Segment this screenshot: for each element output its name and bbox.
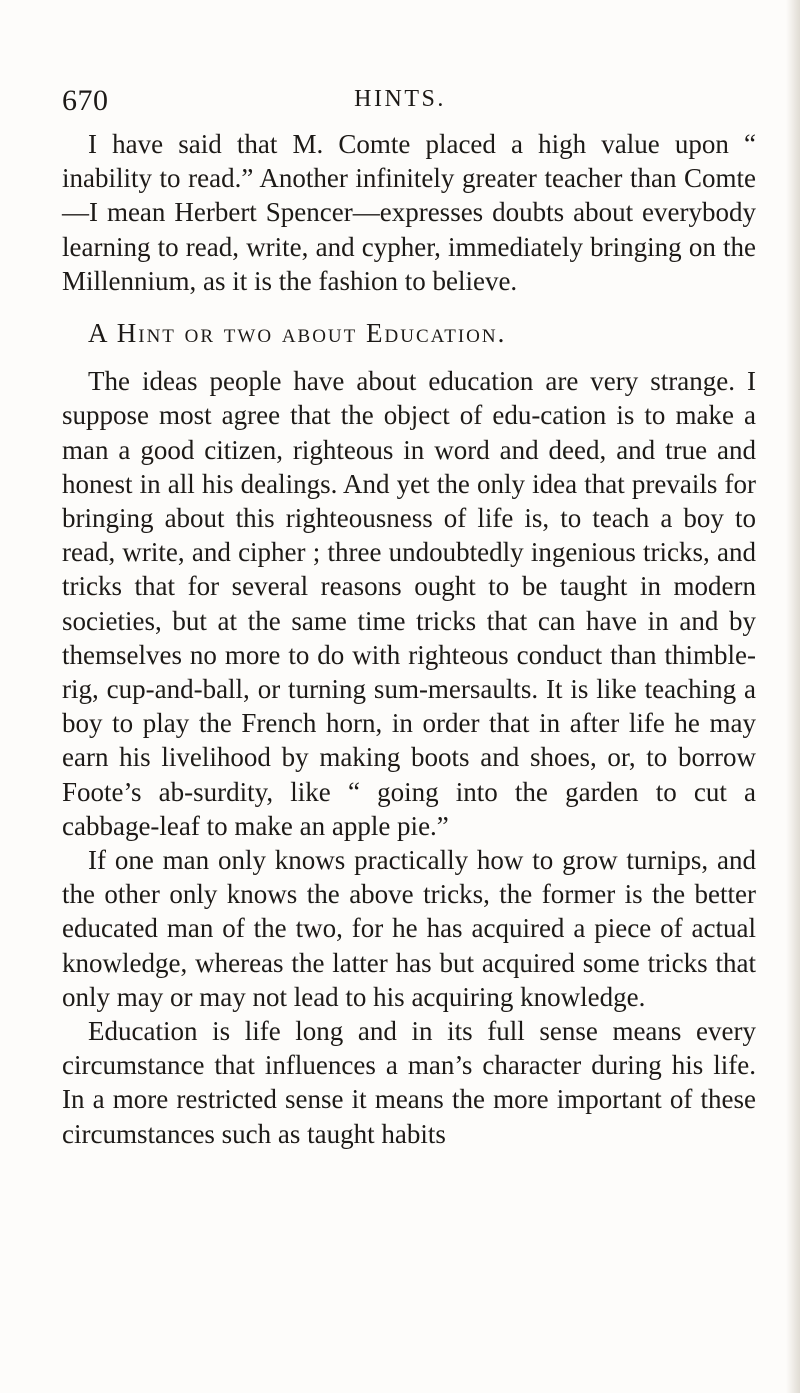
page-number: 670 bbox=[62, 84, 109, 117]
page-edge-shadow bbox=[786, 0, 800, 1393]
body-text bbox=[62, 127, 756, 1151]
section-heading: A Hint or two about Education. bbox=[88, 318, 507, 349]
paragraph-2: The ideas people have about education are very strange. I suppose most agree that the object of edu-cation is to make a man a good citizen, righteous in word and deed, and true and honest in all his dealings. And yet the only idea that prevails for bringing about this righteousness of life is, to teach a boy to read, write, and cipher ; three undoubtedly ingenious tricks, and tricks that for several reasons ought to be taught in modern societies, but at the same time tricks that can have in and by themselves no more to do with righteous conduct than thimble-rig, cup-and-ball, or turning sum-mersaults. It is like teaching a boy to play the French horn, in order that in after life he may earn his livelihood by making boots and shoes, or, to borrow Foote’s ab-surdity, like “ going into the garden to cut a cabbage-leaf to make an apple pie.” bbox=[62, 366, 756, 841]
paragraph-3: If one man only knows practically how to grow turnips, and the other only knows the above tricks, the former is the better educated man of the two, for he has acquired a piece of actual knowledge, whereas the latter has but acquired some tricks that only may or may not lead to his acquiring knowledge. bbox=[62, 845, 756, 1012]
page-header bbox=[62, 84, 738, 118]
paragraph-4: Education is life long and in its full sense means every circumstance that influences a man’s character during his life. In a more restricted sense it means the more important of these circumstances such as taught habits bbox=[62, 1016, 756, 1149]
paragraph-1: I have said that M. Comte placed a high value upon “ inability to read.” Another infinitely greater teacher than Comte—I mean Herbert Spencer—expresses doubts about everybody learning to read, write, and cypher, immediately bringing on the Millennium, as it is the fashion to believe. bbox=[62, 129, 756, 296]
running-head: HINTS. bbox=[354, 86, 446, 112]
